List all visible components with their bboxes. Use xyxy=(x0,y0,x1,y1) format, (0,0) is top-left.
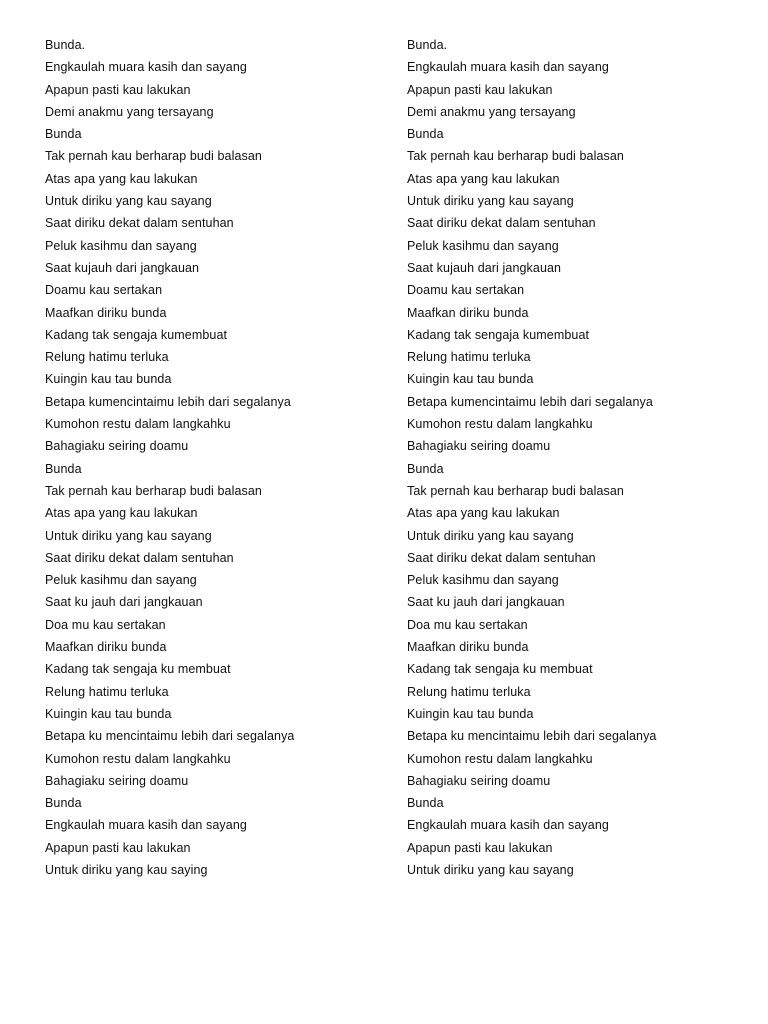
right-lyric-line: Relung hatimu terluka xyxy=(407,350,531,365)
right-lyric-line: Saat kujauh dari jangkauan xyxy=(407,260,562,275)
left-lyric-line: Engkaulah muara kasih dan sayang xyxy=(45,60,247,75)
right-lyric-line: Betapa kumencintaimu lebih dari segalanya xyxy=(407,394,653,409)
right-lyric-line: Bunda xyxy=(407,796,444,811)
left-lyric-line: Kumohon restu dalam langkahku xyxy=(45,417,231,432)
left-lyric-line: Tak pernah kau berharap budi balasan xyxy=(45,483,262,498)
left-lyric-line: Saat ku jauh dari jangkauan xyxy=(45,595,203,610)
left-lyric-line: Kadang tak sengaja ku membuat xyxy=(45,662,231,677)
right-lyric-line: Atas apa yang kau lakukan xyxy=(407,506,560,521)
right-lyric-line: Relung hatimu terluka xyxy=(407,684,531,699)
left-lyric-line: Bunda. xyxy=(45,38,86,52)
right-lyric-line: Untuk diriku yang kau sayang xyxy=(407,528,574,543)
left-lyric-line: Saat diriku dekat dalam sentuhan xyxy=(45,216,234,231)
left-lyric-line: Betapa ku mencintaimu lebih dari segalanya xyxy=(45,729,295,744)
left-lyric-line: Peluk kasihmu dan sayang xyxy=(45,238,197,253)
left-lyric-line: Engkaulah muara kasih dan sayang xyxy=(45,818,247,833)
left-lyric-line: Relung hatimu terluka xyxy=(45,350,169,365)
left-lyric-line: Relung hatimu terluka xyxy=(45,684,169,699)
right-lyric-line: Bunda xyxy=(407,461,444,476)
right-lyric-line: Tak pernah kau berharap budi balasan xyxy=(407,483,624,498)
right-lyric-line: Peluk kasihmu dan sayang xyxy=(407,573,559,588)
right-lyric-line: Bahagiaku seiring doamu xyxy=(407,773,551,788)
right-lyric-line: Kuingin kau tau bunda xyxy=(407,706,534,721)
right-lyric-line: Bunda. xyxy=(407,38,448,52)
right-lyric-line: Tak pernah kau berharap budi balasan xyxy=(407,149,624,164)
left-lyric-line: Untuk diriku yang kau sayang xyxy=(45,194,212,209)
left-lyric-line: Bunda xyxy=(45,796,82,811)
right-lyric-line: Untuk diriku yang kau sayang xyxy=(407,194,574,209)
right-lyric-line: Atas apa yang kau lakukan xyxy=(407,171,560,186)
left-lyric-line: Demi anakmu yang tersayang xyxy=(45,104,214,119)
right-lyric-line: Kumohon restu dalam langkahku xyxy=(407,417,593,432)
left-lyric-line: Maafkan diriku bunda xyxy=(45,305,167,320)
right-lyric-line: Doa mu kau sertakan xyxy=(407,617,528,632)
right-lyric-line: Betapa ku mencintaimu lebih dari segalanya xyxy=(407,729,657,744)
right-lyric-line: Maafkan diriku bunda xyxy=(407,305,529,320)
left-lyric-line: Peluk kasihmu dan sayang xyxy=(45,573,197,588)
right-lyric-line: Kuingin kau tau bunda xyxy=(407,372,534,387)
left-lyric-line: Atas apa yang kau lakukan xyxy=(45,506,198,521)
left-lyric-line: Betapa kumencintaimu lebih dari segalanya xyxy=(45,394,291,409)
left-lyric-line: Atas apa yang kau lakukan xyxy=(45,171,198,186)
right-lyric-line: Saat ku jauh dari jangkauan xyxy=(407,595,565,610)
right-lyric-line: Apapun pasti kau lakukan xyxy=(407,82,553,97)
left-lyric-line: Kumohon restu dalam langkahku xyxy=(45,751,231,766)
right-lyric-line: Bahagiaku seiring doamu xyxy=(407,439,551,454)
right-lyric-line: Doamu kau sertakan xyxy=(407,283,525,298)
left-lyric-line: Bunda xyxy=(45,127,82,142)
right-lyric-line: Saat diriku dekat dalam sentuhan xyxy=(407,550,596,565)
left-lyric-line: Bunda xyxy=(45,461,82,476)
left-lyric-line: Tak pernah kau berharap budi balasan xyxy=(45,149,262,164)
left-lyric-line: Bahagiaku seiring doamu xyxy=(45,439,189,454)
left-lyric-line: Untuk diriku yang kau saying xyxy=(45,862,208,877)
right-lyric-line: Untuk diriku yang kau sayang xyxy=(407,862,574,877)
left-lyric-line: Untuk diriku yang kau sayang xyxy=(45,528,212,543)
left-lyric-line: Saat diriku dekat dalam sentuhan xyxy=(45,550,234,565)
right-lyric-line: Peluk kasihmu dan sayang xyxy=(407,238,559,253)
right-lyric-line: Kadang tak sengaja ku membuat xyxy=(407,662,593,677)
right-lyric-line: Kadang tak sengaja kumembuat xyxy=(407,327,590,342)
left-lyric-line: Kuingin kau tau bunda xyxy=(45,706,172,721)
left-lyric-line: Kadang tak sengaja kumembuat xyxy=(45,327,228,342)
right-lyric-line: Maafkan diriku bunda xyxy=(407,640,529,655)
left-lyric-line: Maafkan diriku bunda xyxy=(45,640,167,655)
left-lyrics-column xyxy=(45,34,385,881)
left-lyric-line: Saat kujauh dari jangkauan xyxy=(45,260,200,275)
right-lyric-line: Demi anakmu yang tersayang xyxy=(407,104,576,119)
left-lyric-line: Bahagiaku seiring doamu xyxy=(45,773,189,788)
right-lyric-line: Apapun pasti kau lakukan xyxy=(407,840,553,855)
left-lyric-line: Doa mu kau sertakan xyxy=(45,617,166,632)
right-lyric-line: Engkaulah muara kasih dan sayang xyxy=(407,818,609,833)
left-lyric-line: Apapun pasti kau lakukan xyxy=(45,840,191,855)
left-lyric-line: Doamu kau sertakan xyxy=(45,283,163,298)
right-lyric-line: Kumohon restu dalam langkahku xyxy=(407,751,593,766)
right-lyrics-column xyxy=(407,34,747,881)
left-lyric-line: Kuingin kau tau bunda xyxy=(45,372,172,387)
right-lyric-line: Saat diriku dekat dalam sentuhan xyxy=(407,216,596,231)
right-lyric-line: Bunda xyxy=(407,127,444,142)
right-lyric-line: Engkaulah muara kasih dan sayang xyxy=(407,60,609,75)
left-lyric-line: Apapun pasti kau lakukan xyxy=(45,82,191,97)
